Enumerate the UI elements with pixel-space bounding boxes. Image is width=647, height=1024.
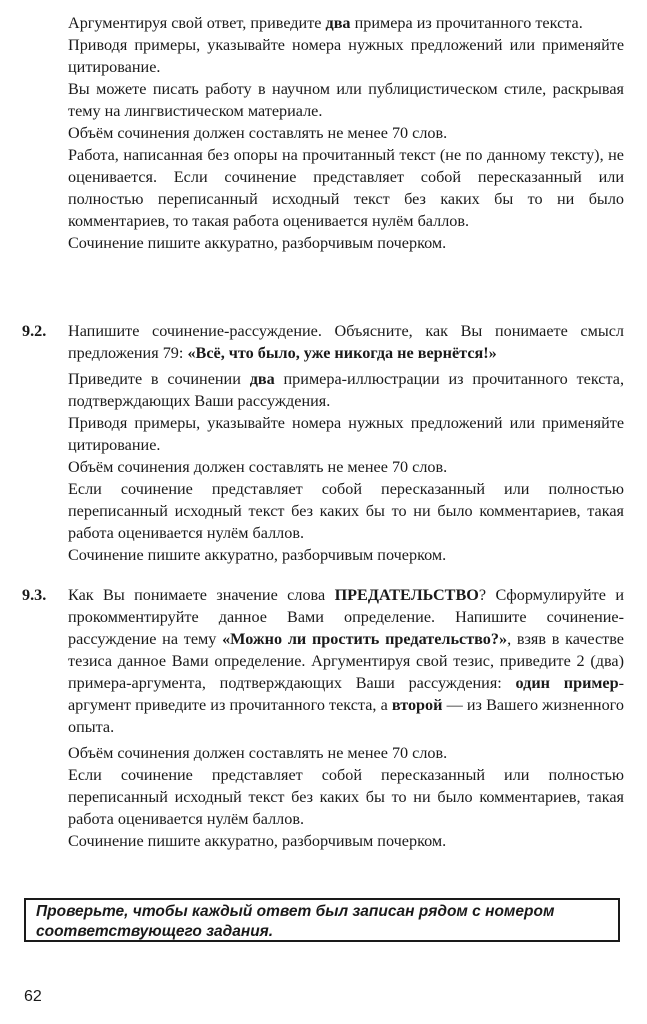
- reminder-callout-box: Проверьте, чтобы каждый ответ был записан рядом с номером соответствующего задания.: [24, 898, 620, 942]
- section-9-3: [68, 584, 624, 852]
- paragraph: Приводя примеры, указывайте номера нужных предложений или применяйте цитирование.: [68, 414, 624, 454]
- section-9-2: [68, 320, 624, 566]
- paragraph: Напишите сочинение-рассуждение. Объясните, как Вы понимаете смысл предложения 79: «Всё, что было, уже никогда не вернётся!»: [68, 322, 624, 362]
- paragraph: Вы можете писать работу в научном или публицистическом стиле, раскрывая тему на лингвистическом материале.: [68, 80, 624, 120]
- section-9-1-continued: [68, 12, 624, 254]
- paragraph: Объём сочинения должен составлять не менее 70 слов.: [68, 124, 448, 142]
- paragraph: Если сочинение представляет собой пересказанный или полностью переписанный исходный текст без каких бы то ни было комментариев, такая работа оценивается нулём баллов.: [68, 480, 624, 542]
- paragraph: Аргументируя свой ответ, приведите два примера из прочитанного текста.: [68, 14, 583, 32]
- paragraph: Сочинение пишите аккуратно, разборчивым почерком.: [68, 234, 447, 252]
- paragraph: Приведите в сочинении два примера-иллюстрации из прочитанного текста, подтверждающих Ваши рассуждения.: [68, 370, 624, 410]
- paragraph: Сочинение пишите аккуратно, разборчивым почерком.: [68, 832, 447, 850]
- paragraph: Объём сочинения должен составлять не менее 70 слов.: [68, 458, 448, 476]
- task-number-9-3: 9.3.: [22, 586, 47, 604]
- paragraph: Если сочинение представляет собой пересказанный или полностью переписанный исходный текст без каких бы то ни было комментариев, такая работа оценивается нулём баллов.: [68, 766, 624, 828]
- task-number-9-2: 9.2.: [22, 322, 47, 340]
- paragraph: Как Вы понимаете значение слова ПРЕДАТЕЛЬСТВО? Сформулируйте и прокомментируйте данное Вами определение. Напишите сочинение-рассуждение на тему «Можно ли простить предательство?», взяв в качестве тезиса данное Вами определение. Аргументируя свой тезис, приведите 2 (два) примера-аргумента, подтверждающих Ваши рассуждения: один пример-аргумент приведите из прочитанного текста, а второй — из Вашего жизненного опыта.: [68, 586, 625, 736]
- paragraph: Объём сочинения должен составлять не менее 70 слов.: [68, 744, 448, 762]
- paragraph: Сочинение пишите аккуратно, разборчивым почерком.: [68, 546, 447, 564]
- paragraph: Работа, написанная без опоры на прочитанный текст (не по данному тексту), не оценивается. Если сочинение представляет собой пересказанный или полностью переписанный исходный текст без каких бы то ни было комментариев, то такая работа оценивается нулём баллов.: [68, 146, 624, 230]
- page-number: 62: [24, 988, 42, 1005]
- paragraph: Приводя примеры, указывайте номера нужных предложений или применяйте цитирование.: [68, 36, 624, 76]
